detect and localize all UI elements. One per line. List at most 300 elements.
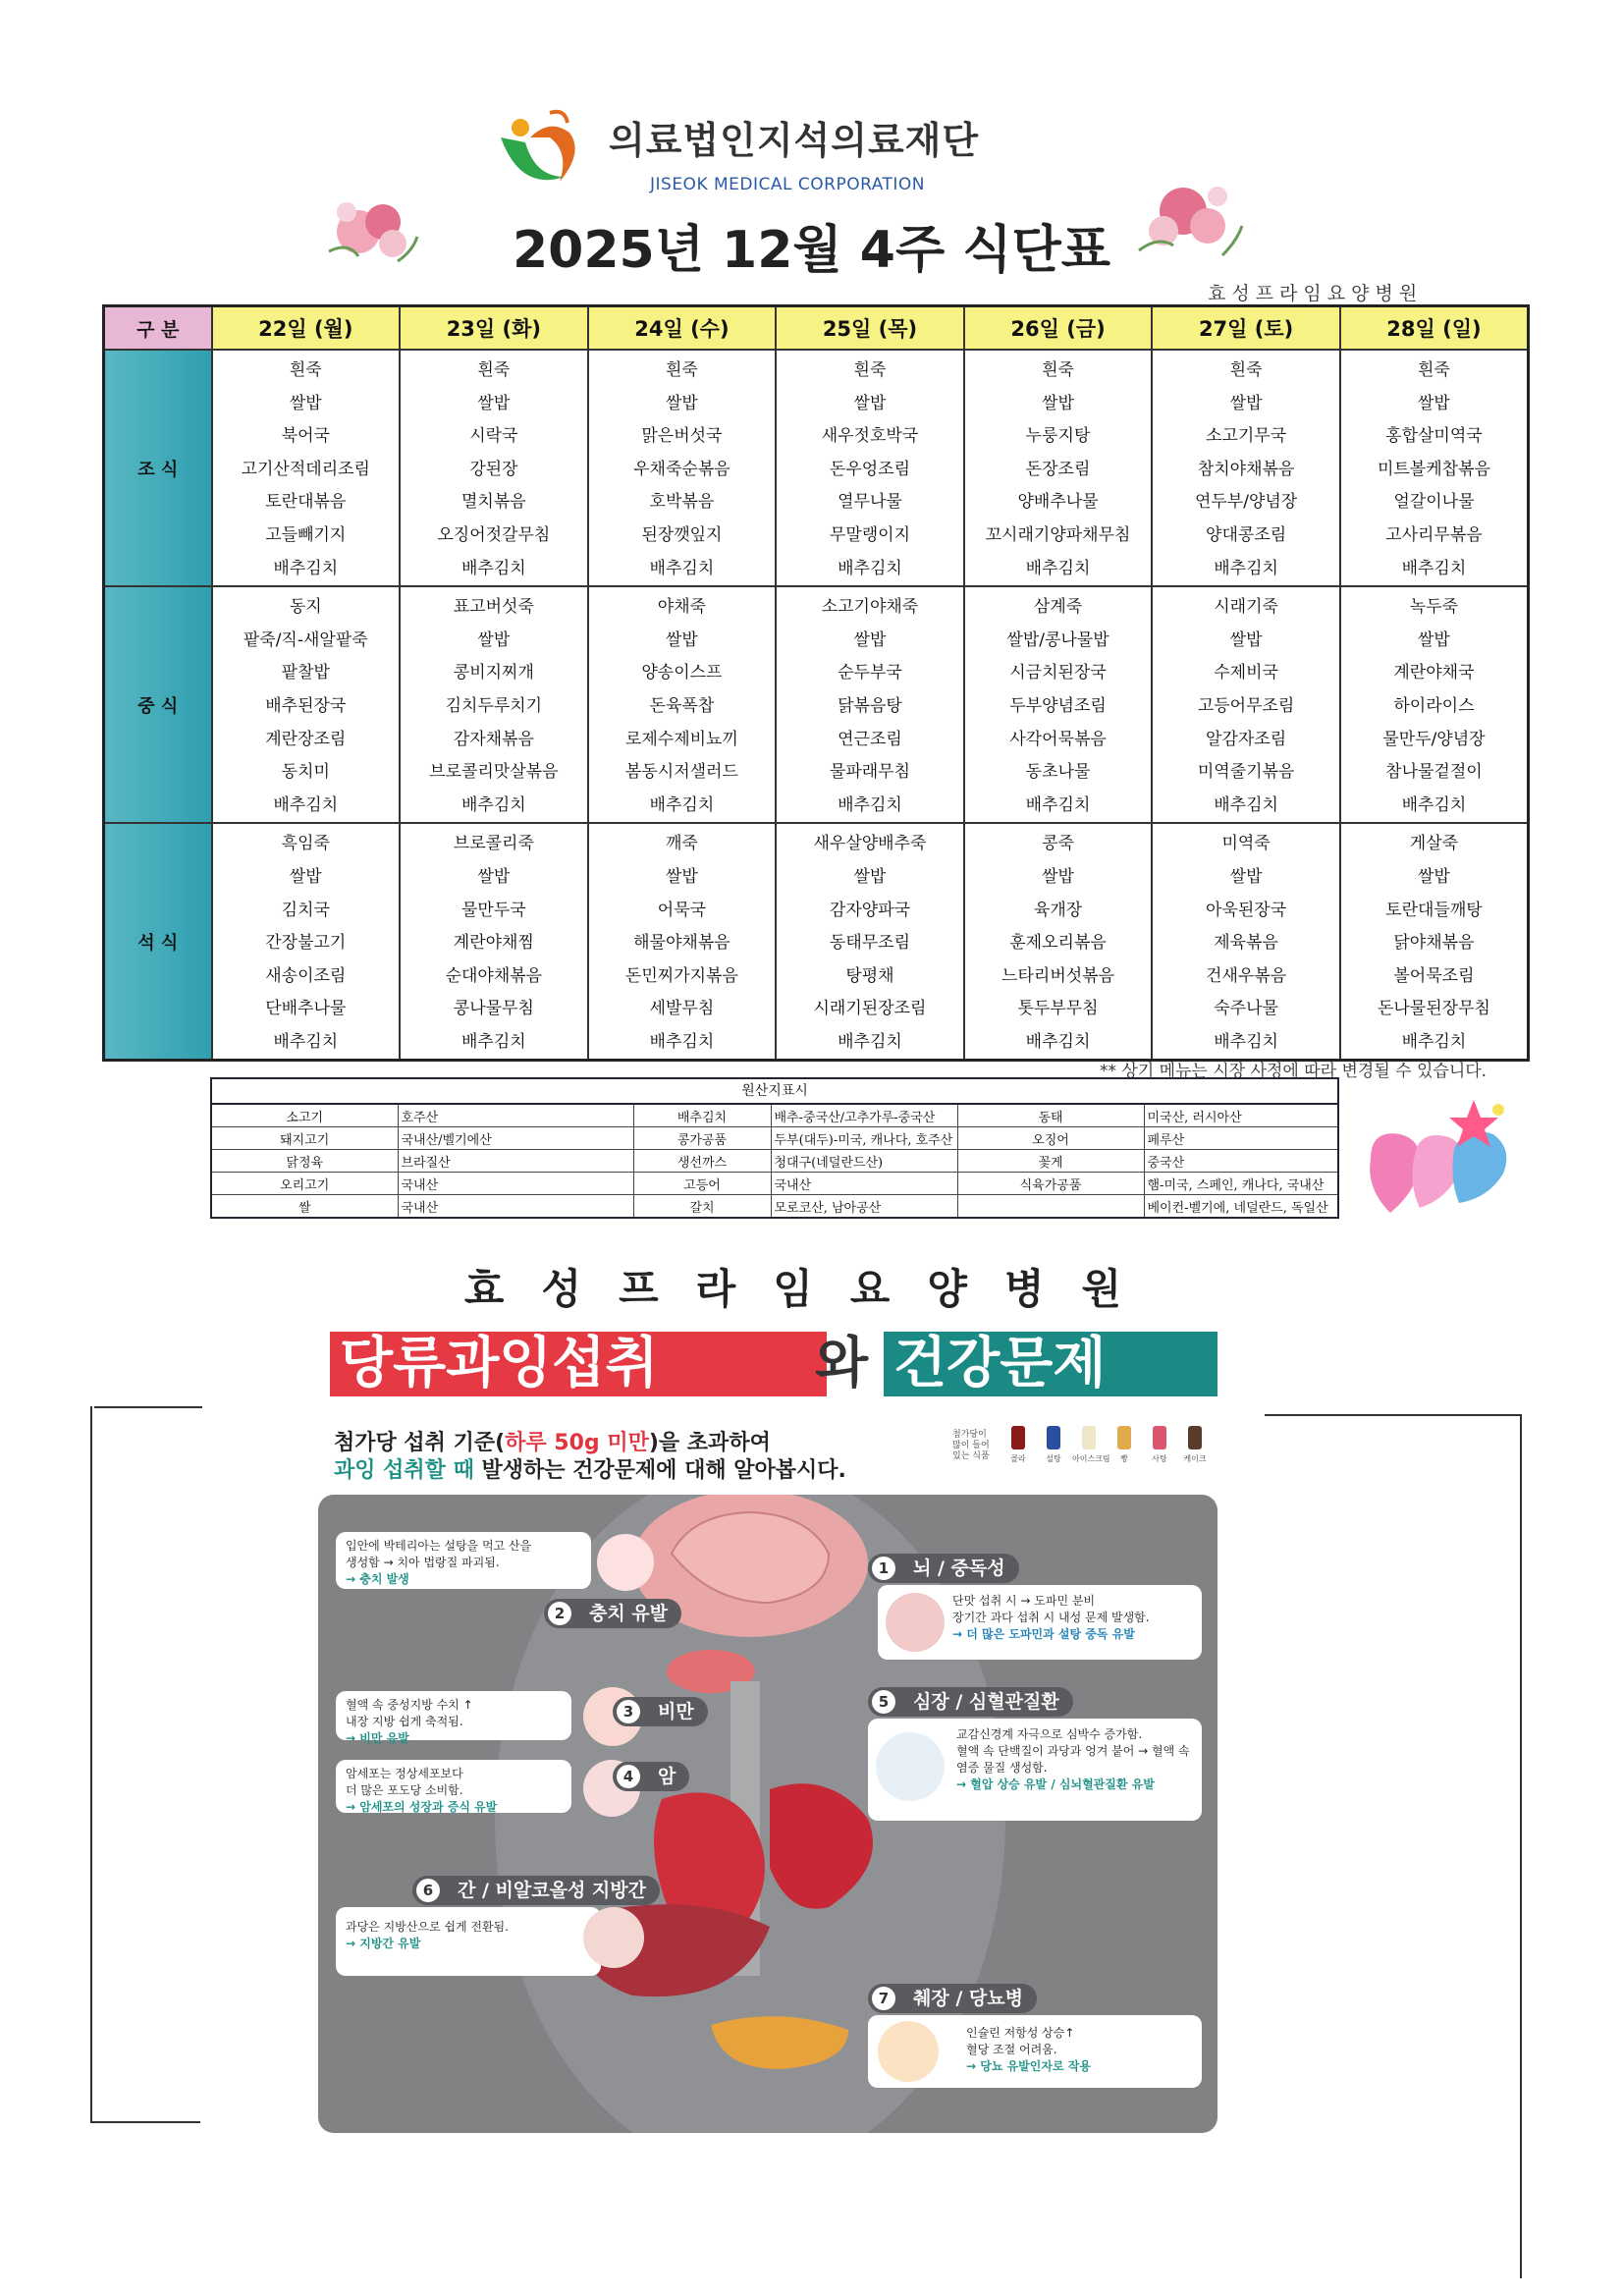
menu-cell xyxy=(776,823,964,1061)
item-tag-cancer xyxy=(613,1762,689,1791)
brain-icon xyxy=(886,1593,945,1652)
dish-list xyxy=(777,351,963,585)
dish-item: 계란장조림 xyxy=(265,729,347,749)
day-header: 23일 (화) xyxy=(400,306,588,351)
menu-cell xyxy=(212,823,401,1061)
dish-list xyxy=(401,587,587,822)
subtitle-highlight: 과잉 섭취할 때 xyxy=(334,1458,474,1483)
item-text: 암세포는 정상세포보다 xyxy=(346,1767,463,1780)
dish-item: 쌀밥 xyxy=(1418,866,1450,887)
food-icon xyxy=(1082,1426,1096,1449)
item-card-brain xyxy=(878,1585,1202,1660)
dish-item: 참치야채볶음 xyxy=(1197,459,1295,479)
dish-item: 계란야채국 xyxy=(1393,663,1475,683)
dish-item: 토란대볶음 xyxy=(265,492,347,513)
dish-item: 배추김치 xyxy=(1025,794,1091,815)
dish-item: 팥찰밥 xyxy=(281,663,330,683)
legend-food-label: 콜라 xyxy=(1010,1454,1026,1463)
day-header: 27일 (토) xyxy=(1152,306,1340,351)
dish-item: 쌀밥 xyxy=(853,629,887,650)
dish-item: 시금치된장국 xyxy=(1009,663,1107,683)
dish-item: 돈육폭찹 xyxy=(649,695,715,716)
item-result: → 지방간 유발 xyxy=(346,1937,421,1950)
dish-item: 배추김치 xyxy=(649,558,715,578)
dish-item: 콩비지찌개 xyxy=(453,663,534,683)
hearts-decoration xyxy=(1351,1090,1528,1237)
dish-item: 쌀밥 xyxy=(289,393,322,413)
item-card-pancreas xyxy=(868,2015,1202,2088)
dish-list xyxy=(1153,587,1339,822)
dish-item: 얼갈이나물 xyxy=(1393,492,1475,513)
dish-item: 미역줄기볶음 xyxy=(1197,762,1295,783)
dish-item: 단배추나물 xyxy=(265,999,347,1019)
dish-item: 쌀밥 xyxy=(1229,629,1263,650)
dish-item: 배추김치 xyxy=(273,558,339,578)
origin-country: 국내산 xyxy=(771,1173,957,1195)
menu-cell xyxy=(776,586,964,823)
origin-item: 콩가공품 xyxy=(633,1127,771,1150)
dish-item: 수제비국 xyxy=(1214,663,1278,683)
origin-country: 배추-중국산/고추가루-중국산 xyxy=(771,1104,957,1127)
item-number: 7 xyxy=(872,1987,895,2010)
dish-item: 쌀밥 xyxy=(1042,866,1074,887)
dish-item: 순두부국 xyxy=(838,663,902,683)
dish-list xyxy=(589,351,776,585)
meal-row xyxy=(104,586,1529,823)
item-tag-pancreas xyxy=(868,1984,1037,2013)
menu-cell xyxy=(1340,586,1529,823)
meal-label: 조 식 xyxy=(104,350,212,586)
dish-item: 멸치볶음 xyxy=(460,492,526,513)
dish-list xyxy=(1153,351,1339,585)
origin-item: 식육가공품 xyxy=(957,1173,1144,1195)
menu-cell xyxy=(964,586,1153,823)
dish-item: 쌀밥 xyxy=(665,866,698,887)
origin-item: 배추김치 xyxy=(633,1104,771,1127)
menu-title: 2025년 12월 4주 식단표 xyxy=(513,221,1110,280)
dish-item: 배추김치 xyxy=(1401,1031,1467,1052)
item-result: → 암세포의 성장과 증식 유발 xyxy=(346,1800,498,1814)
dish-item: 토란대들깨탕 xyxy=(1385,900,1483,920)
dish-item: 누룽지탕 xyxy=(1025,426,1091,447)
dish-item: 닭야채볶음 xyxy=(1393,933,1475,954)
dish-item: 동초나물 xyxy=(1025,762,1091,783)
item-number: 6 xyxy=(416,1879,440,1902)
item-tag-heart xyxy=(868,1687,1073,1717)
dish-item: 알감자조림 xyxy=(1206,729,1287,749)
dish-item: 새송이조림 xyxy=(265,965,347,986)
dish-item: 흰죽 xyxy=(477,360,511,380)
dish-item: 팥죽/직-새알팥죽 xyxy=(243,629,368,650)
item-title: 암 xyxy=(658,1766,676,1787)
origin-country: 국내산 xyxy=(398,1173,633,1195)
org-name: 의료법인지석의료재단 xyxy=(609,119,980,162)
subtitle-text: 발생하는 건강문제에 대해 알아봅시다. xyxy=(473,1458,846,1483)
origin-country: 미국산, 러시아산 xyxy=(1144,1104,1338,1127)
dish-item: 흰죽 xyxy=(1229,360,1263,380)
item-title: 충치 유발 xyxy=(589,1603,669,1624)
dish-item: 배추김치 xyxy=(838,1031,902,1052)
dish-item: 쌀밥 xyxy=(477,629,511,650)
dish-item: 양대콩조림 xyxy=(1206,524,1287,545)
sugar-poster xyxy=(314,1328,1227,2133)
dish-item: 물만두/양념장 xyxy=(1382,729,1486,749)
menu-cell xyxy=(400,823,588,1061)
dish-item: 양송이스프 xyxy=(641,663,723,683)
origin-row xyxy=(211,1150,1338,1173)
origin-row xyxy=(211,1173,1338,1195)
hospital-name-large: 효성프라임요양병원 xyxy=(463,1265,1160,1313)
dish-item: 쌀밥 xyxy=(1418,393,1450,413)
dish-item: 홍합살미역국 xyxy=(1385,426,1483,447)
origin-item: 꽃게 xyxy=(957,1150,1144,1173)
dish-item: 표고버섯죽 xyxy=(453,597,534,618)
item-text: 생성함 → 치아 법랑질 파괴됨. xyxy=(346,1556,500,1569)
dish-item: 봄동시저샐러드 xyxy=(624,762,738,783)
item-tag-obesity xyxy=(613,1697,708,1726)
menu-cell xyxy=(212,586,401,823)
dish-list xyxy=(589,587,776,822)
menu-cell xyxy=(400,586,588,823)
hospital-name-small: 효성프라임요양병원 xyxy=(1208,283,1424,304)
menu-cell xyxy=(588,586,777,823)
legend-food-item xyxy=(1037,1426,1070,1464)
legend-food-label: 설탕 xyxy=(1046,1454,1061,1463)
item-text: 혈액 속 중성지방 수치 ↑ xyxy=(346,1698,473,1712)
origin-country: 햄-미국, 스페인, 캐나다, 국내산 xyxy=(1144,1173,1338,1195)
dish-item: 배추김치 xyxy=(460,794,526,815)
dish-item: 탕평채 xyxy=(845,965,894,986)
menu-cell xyxy=(964,350,1153,586)
org-name-english: JISEOK MEDICAL CORPORATION xyxy=(650,175,926,194)
dish-item: 북어국 xyxy=(281,426,330,447)
dish-item: 배추된장국 xyxy=(265,695,347,716)
poster-title-part2: 와 xyxy=(815,1332,869,1395)
origin-country: 청대구(네덜란드산) xyxy=(771,1150,957,1173)
dish-item: 해물야채볶음 xyxy=(633,933,730,954)
item-tag-liver xyxy=(412,1876,660,1905)
dish-item: 사각어묵볶음 xyxy=(1009,729,1107,749)
origin-table xyxy=(210,1103,1339,1219)
origin-country: 브라질산 xyxy=(398,1150,633,1173)
origin-country: 두부(대두)-미국, 캐나다, 호주산 xyxy=(771,1127,957,1150)
origin-item: 오징어 xyxy=(957,1127,1144,1150)
dish-item: 쌀밥 xyxy=(1418,629,1450,650)
menu-cell xyxy=(400,350,588,586)
dish-item: 동치미 xyxy=(281,762,330,783)
dish-item: 물파래무침 xyxy=(829,762,911,783)
item-title: 간 / 비알코올성 지방간 xyxy=(458,1880,646,1901)
dish-item: 삼계죽 xyxy=(1033,597,1083,618)
dish-list xyxy=(1341,824,1527,1059)
origin-item: 고등어 xyxy=(633,1173,771,1195)
dish-item: 양배추나물 xyxy=(1017,492,1099,513)
dish-item: 쌀밥 xyxy=(477,393,511,413)
dish-item: 톳두부무침 xyxy=(1017,999,1099,1019)
dish-item: 감자양파국 xyxy=(829,900,911,920)
dish-item: 고사리무볶음 xyxy=(1385,524,1483,545)
menu-cell xyxy=(1340,823,1529,1061)
dish-item: 돈우엉조림 xyxy=(829,459,911,479)
dish-list xyxy=(777,824,963,1059)
weekly-menu-table xyxy=(102,304,1530,1062)
dish-item: 쌀밥 xyxy=(477,866,511,887)
item-card-obesity xyxy=(336,1691,571,1745)
dish-item: 배추김치 xyxy=(649,1031,715,1052)
item-text: 교감신경계 자극으로 심박수 증가함. xyxy=(956,1727,1143,1741)
item-result: → 비만 유발 xyxy=(346,1731,409,1745)
dish-item: 미트볼케찹볶음 xyxy=(1377,459,1490,479)
dish-item: 배추김치 xyxy=(649,794,715,815)
origin-row xyxy=(211,1195,1338,1219)
dish-item: 고들빼기지 xyxy=(265,524,347,545)
item-text: 장기간 과다 섭취 시 내성 문제 발생함. xyxy=(952,1611,1150,1624)
food-icon xyxy=(1188,1426,1202,1449)
legend-food-item xyxy=(1178,1426,1212,1464)
menu-cell xyxy=(964,823,1153,1061)
item-card-liver xyxy=(336,1907,601,1976)
item-number: 5 xyxy=(872,1690,895,1714)
item-result: → 혈압 상승 유발 / 심뇌혈관질환 유발 xyxy=(956,1777,1155,1791)
food-icon xyxy=(1117,1426,1131,1449)
dish-item: 소고기무국 xyxy=(1206,426,1287,447)
item-text: 입안에 박테리아는 설탕을 먹고 산을 xyxy=(346,1539,532,1553)
dish-item: 어묵국 xyxy=(657,900,707,920)
dish-item: 닭볶음탕 xyxy=(838,695,902,716)
origin-item xyxy=(957,1195,1144,1219)
item-title: 뇌 / 중독성 xyxy=(913,1558,1005,1579)
item-tag-brain xyxy=(868,1554,1019,1583)
subtitle-text: 첨가당 섭취 기준( xyxy=(334,1431,506,1455)
origin-country: 모로코산, 남아공산 xyxy=(771,1195,957,1219)
origin-country: 페루산 xyxy=(1144,1127,1338,1150)
dish-list xyxy=(1341,351,1527,585)
item-text: 더 많은 포도당 소비함. xyxy=(346,1783,463,1797)
menu-cell xyxy=(776,350,964,586)
origin-item: 돼지고기 xyxy=(211,1127,398,1150)
item-tag-cavity xyxy=(544,1599,681,1628)
day-header: 26일 (금) xyxy=(964,306,1153,351)
dish-item: 배추김치 xyxy=(1214,558,1278,578)
dish-item: 브로콜리맛살볶음 xyxy=(429,762,559,783)
origin-country: 호주산 xyxy=(398,1104,633,1127)
dish-list xyxy=(1153,824,1339,1059)
origin-country: 국내산/벨기에산 xyxy=(398,1127,633,1150)
food-icon xyxy=(1011,1426,1025,1449)
dish-item: 배추김치 xyxy=(1401,794,1467,815)
poster-title-part1: 당류과잉섭취 xyxy=(330,1332,827,1396)
dish-item: 쌀밥 xyxy=(1229,393,1263,413)
dish-item: 쌀밥 xyxy=(853,393,887,413)
dish-item: 동지 xyxy=(289,597,322,618)
dish-item: 녹두죽 xyxy=(1409,597,1459,618)
menu-cell xyxy=(1152,350,1340,586)
legend-food-label: 아이스크림 xyxy=(1072,1454,1110,1463)
origin-country: 국내산 xyxy=(398,1195,633,1219)
dish-item: 배추김치 xyxy=(838,558,902,578)
origin-item: 소고기 xyxy=(211,1104,398,1127)
origin-row xyxy=(211,1104,1338,1127)
dish-item: 연근조림 xyxy=(838,729,902,749)
poster-subtitle-1 xyxy=(334,1426,771,1456)
legend-food-item xyxy=(1143,1426,1176,1464)
liver-icon xyxy=(583,1907,644,1968)
dish-item: 배추김치 xyxy=(1401,558,1467,578)
body-illustration-panel xyxy=(318,1495,1217,2133)
dish-item: 쌀밥 xyxy=(665,629,698,650)
dish-item: 김치두루치기 xyxy=(445,695,543,716)
dish-item: 돈민찌가지볶음 xyxy=(624,965,738,986)
origin-item: 갈치 xyxy=(633,1195,771,1219)
item-result: → 충치 발생 xyxy=(346,1572,409,1586)
menu-change-note: ** 상기 메뉴는 시장 사정에 따라 변경될 수 있습니다. xyxy=(1100,1062,1488,1081)
legend-food-label: 사탕 xyxy=(1152,1454,1167,1463)
menu-corner-header: 구 분 xyxy=(104,306,212,351)
dish-item: 콩죽 xyxy=(1042,834,1074,854)
food-icon xyxy=(1047,1426,1060,1449)
origin-section xyxy=(210,1077,1339,1219)
origin-row xyxy=(211,1127,1338,1150)
poster-subtitle-2 xyxy=(334,1453,846,1484)
dish-item: 흰죽 xyxy=(1042,360,1074,380)
poster-title xyxy=(324,1328,1227,1406)
dish-item: 야채죽 xyxy=(657,597,707,618)
dish-item: 감자채볶음 xyxy=(453,729,534,749)
frame-line xyxy=(1520,1414,1522,2278)
item-text: 혈액 속 단백질이 과당과 엉겨 붙어 → 혈액 속 염증 물질 생성함. xyxy=(956,1744,1190,1775)
legend-food-label: 케이크 xyxy=(1183,1454,1207,1463)
dish-list xyxy=(965,824,1152,1059)
origin-country: 베이컨-벨기에, 네덜란드, 독일산 xyxy=(1144,1195,1338,1219)
dish-list xyxy=(965,351,1152,585)
dish-item: 로제수제비뇨끼 xyxy=(624,729,738,749)
dish-item: 배추김치 xyxy=(460,558,526,578)
dish-item: 미역죽 xyxy=(1221,834,1271,854)
dish-item: 돈장조림 xyxy=(1025,459,1091,479)
frame-line xyxy=(90,1406,92,2121)
menu-cell xyxy=(588,823,777,1061)
dish-item: 느타리버섯볶음 xyxy=(1001,965,1115,986)
dish-item: 오징어젓갈무침 xyxy=(437,524,551,545)
dish-item: 쌀밥 xyxy=(289,866,322,887)
dish-list xyxy=(213,351,400,585)
dish-item: 새우살양배추죽 xyxy=(813,834,927,854)
dish-item: 새우젓호박국 xyxy=(821,426,919,447)
menu-cell xyxy=(1152,586,1340,823)
dish-item: 김치국 xyxy=(281,900,330,920)
item-text: 내장 지방 쉽게 축적됨. xyxy=(346,1715,463,1728)
dish-item: 시락국 xyxy=(469,426,518,447)
origin-item: 오리고기 xyxy=(211,1173,398,1195)
item-number: 3 xyxy=(617,1700,640,1723)
dish-list xyxy=(965,587,1152,822)
dish-item: 동태무조림 xyxy=(829,933,911,954)
dish-item: 꼬시래기양파채무침 xyxy=(985,524,1131,545)
dish-item: 된장깻잎지 xyxy=(641,524,723,545)
item-result: → 당뇨 유발인자로 작용 xyxy=(966,2059,1091,2073)
frame-line xyxy=(90,2121,200,2123)
subtitle-text: )을 초과하여 xyxy=(648,1431,771,1455)
day-header: 22일 (월) xyxy=(212,306,401,351)
item-text: 과당은 지방산으로 쉽게 전환됨. xyxy=(346,1920,509,1934)
dish-item: 배추김치 xyxy=(1214,1031,1278,1052)
frame-line xyxy=(1265,1414,1522,1416)
dish-item: 우채죽순볶음 xyxy=(633,459,730,479)
dish-item: 간장불고기 xyxy=(265,933,347,954)
subtitle-highlight: 하루 50g 미만 xyxy=(505,1431,649,1455)
menu-cell xyxy=(1340,350,1529,586)
dish-item: 게살죽 xyxy=(1409,834,1459,854)
dish-item: 훈제오리볶음 xyxy=(1009,933,1107,954)
dish-item: 배추김치 xyxy=(1214,794,1278,815)
dish-item: 맑은버섯국 xyxy=(641,426,723,447)
dish-item: 참나물겉절이 xyxy=(1385,762,1483,783)
dish-item: 호박볶음 xyxy=(649,492,715,513)
dish-item: 쌀밥 xyxy=(665,393,698,413)
meal-label: 중 식 xyxy=(104,586,212,823)
dish-item: 콩나물무침 xyxy=(453,999,534,1019)
origin-item: 생선까스 xyxy=(633,1150,771,1173)
menu-header-row xyxy=(104,306,1529,351)
item-card-cancer xyxy=(336,1760,571,1813)
item-text: 혈당 조절 어려움. xyxy=(966,2043,1057,2056)
dish-item: 숙주나물 xyxy=(1214,999,1278,1019)
dish-item: 건새우볶음 xyxy=(1206,965,1287,986)
dish-item: 흑임죽 xyxy=(281,834,330,854)
dish-item: 흰죽 xyxy=(665,360,698,380)
dish-item: 돈나물된장무침 xyxy=(1377,999,1490,1019)
dish-item: 계란야채찜 xyxy=(453,933,534,954)
dish-list xyxy=(1341,587,1527,822)
item-title: 비만 xyxy=(658,1701,694,1722)
legend-label: 첨가당이 많이 들어 있는 식품 xyxy=(952,1430,990,1461)
origin-title: 원산지표시 xyxy=(210,1077,1339,1103)
item-number: 2 xyxy=(548,1602,571,1625)
legend-food-item xyxy=(1108,1426,1141,1464)
dish-item: 시래기죽 xyxy=(1214,597,1278,618)
dish-list xyxy=(401,824,587,1059)
item-title: 췌장 / 당뇨병 xyxy=(913,1988,1023,2009)
dish-list xyxy=(213,587,400,822)
menu-cell xyxy=(1152,823,1340,1061)
day-header: 25일 (목) xyxy=(776,306,964,351)
dish-item: 깨죽 xyxy=(665,834,698,854)
dish-item: 고등어무조림 xyxy=(1197,695,1295,716)
dish-item: 볼어묵조림 xyxy=(1393,965,1475,986)
dish-item: 흰죽 xyxy=(1418,360,1450,380)
legend-food-label: 빵 xyxy=(1120,1454,1128,1463)
dish-item: 강된장 xyxy=(469,459,518,479)
dish-item: 연두부/양념장 xyxy=(1194,492,1298,513)
dish-item: 제육볶음 xyxy=(1214,933,1278,954)
blood-vessel-icon xyxy=(876,1732,945,1801)
dish-item: 흰죽 xyxy=(853,360,887,380)
dish-list xyxy=(401,351,587,585)
dish-item: 쌀밥 xyxy=(1229,866,1263,887)
dish-item: 배추김치 xyxy=(1025,1031,1091,1052)
day-header: 24일 (수) xyxy=(588,306,777,351)
dish-item: 물만두국 xyxy=(460,900,526,920)
dish-item: 쌀밥/콩나물밥 xyxy=(1006,629,1109,650)
dish-item: 흰죽 xyxy=(289,360,322,380)
item-card-cavity xyxy=(336,1532,591,1589)
dish-item: 시래기된장조림 xyxy=(813,999,927,1019)
dish-item: 배추김치 xyxy=(273,1031,339,1052)
tooth-icon xyxy=(597,1534,654,1591)
dish-item: 브로콜리죽 xyxy=(453,834,534,854)
origin-item: 동태 xyxy=(957,1104,1144,1127)
sugar-foods-legend xyxy=(952,1422,1217,1481)
